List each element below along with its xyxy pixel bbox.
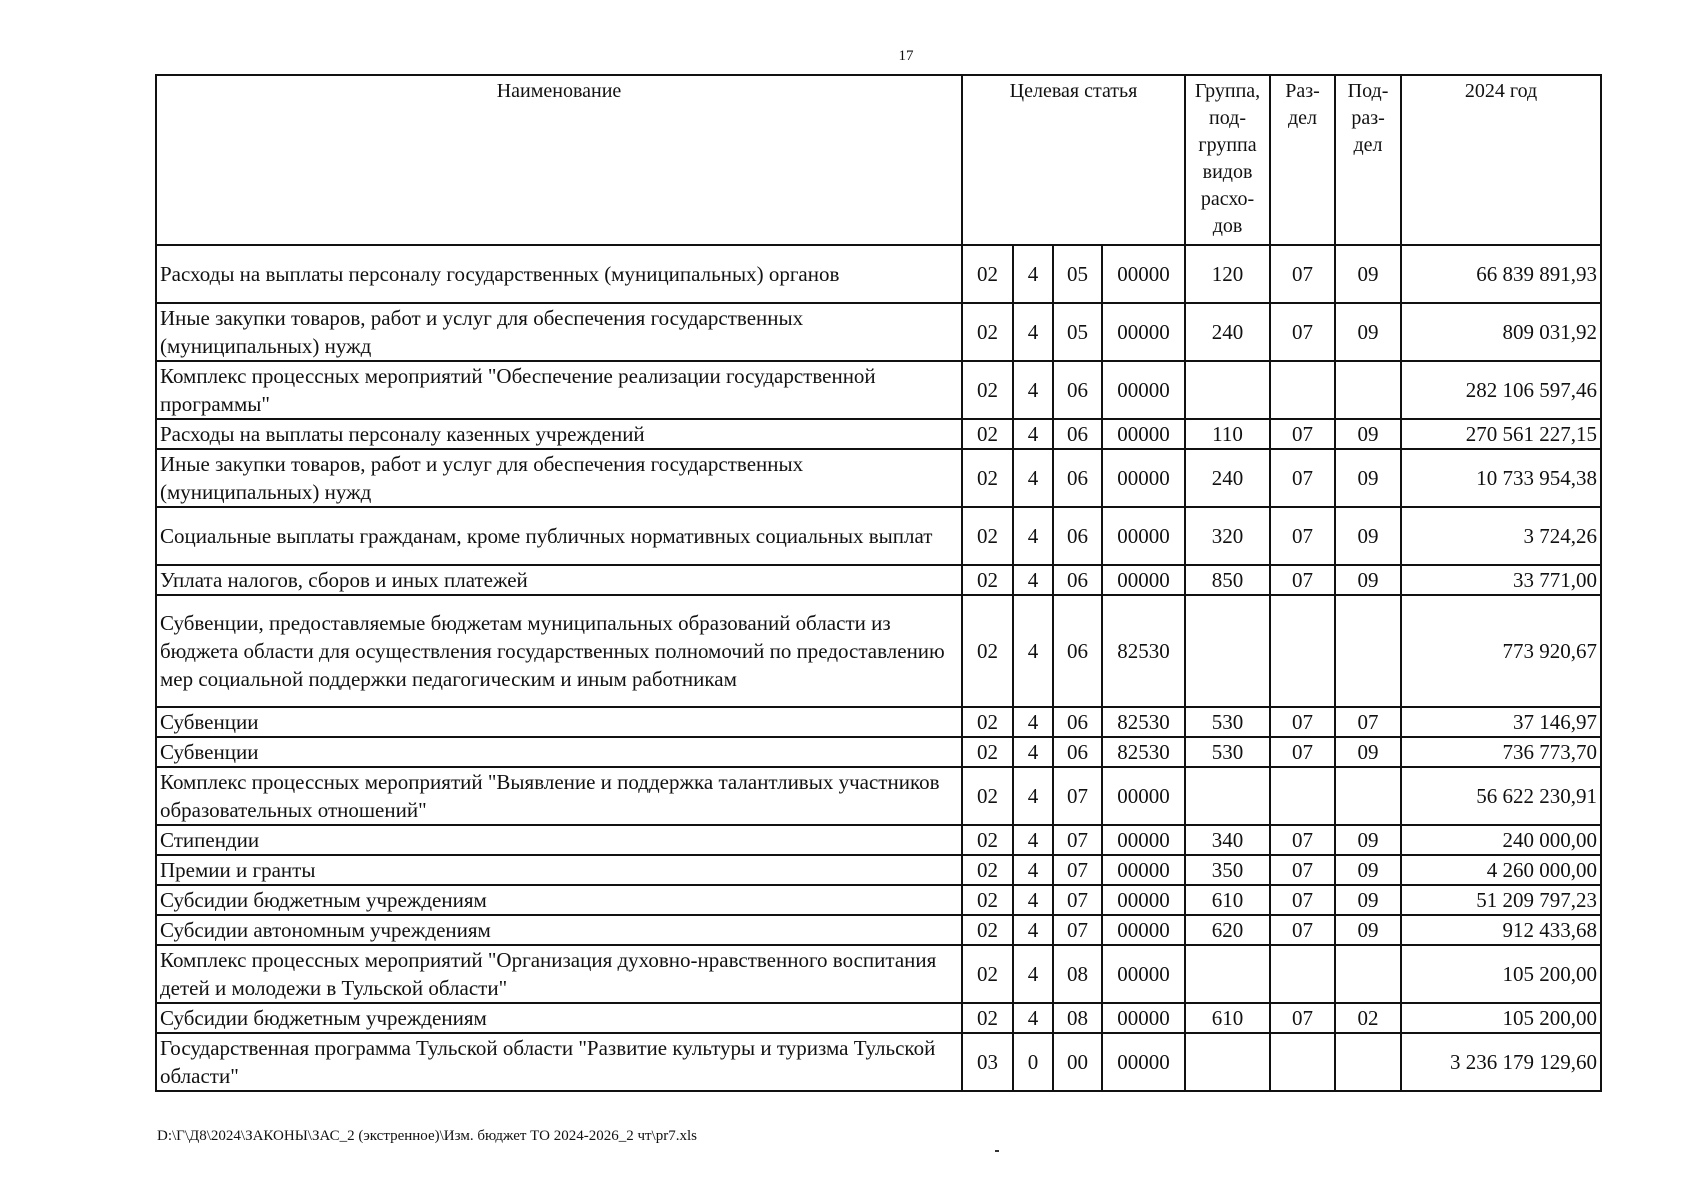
row-target-program: 02 xyxy=(962,707,1013,737)
table-row xyxy=(156,825,1601,855)
page-number: 17 xyxy=(898,48,914,64)
row-target-element: 07 xyxy=(1053,915,1102,945)
table-row xyxy=(156,303,1601,361)
row-name: Субсидии бюджетным учреждениям xyxy=(156,885,962,915)
row-section xyxy=(1270,1033,1335,1091)
row-name: Комплекс процессных мероприятий "Выявление и поддержка талантливых участников образовательных отношений" xyxy=(156,767,962,825)
row-target-element: 08 xyxy=(1053,945,1102,1003)
row-target-program: 02 xyxy=(962,245,1013,303)
row-target-program: 02 xyxy=(962,595,1013,707)
row-target-program: 02 xyxy=(962,885,1013,915)
row-expense-group: 110 xyxy=(1185,419,1270,449)
row-target-type: 4 xyxy=(1013,945,1053,1003)
row-name: Государственная программа Тульской области "Развитие культуры и туризма Тульской области" xyxy=(156,1033,962,1091)
row-target-program: 02 xyxy=(962,507,1013,565)
row-expense-group: 120 xyxy=(1185,245,1270,303)
row-amount: 736 773,70 xyxy=(1401,737,1601,767)
row-target-element: 06 xyxy=(1053,507,1102,565)
table-row xyxy=(156,737,1601,767)
table-row xyxy=(156,449,1601,507)
table-row xyxy=(156,595,1601,707)
row-amount: 56 622 230,91 xyxy=(1401,767,1601,825)
row-expense-group: 240 xyxy=(1185,449,1270,507)
row-subsection: 09 xyxy=(1335,419,1401,449)
header-expense-group: Группа, под-группа видов расхо-дов xyxy=(1185,75,1270,245)
header-subsection: Под-раз-дел xyxy=(1335,75,1401,245)
header-name: Наименование xyxy=(156,75,962,245)
row-expense-group xyxy=(1185,361,1270,419)
row-amount: 4 260 000,00 xyxy=(1401,855,1601,885)
row-amount: 240 000,00 xyxy=(1401,825,1601,855)
table-row xyxy=(156,419,1601,449)
row-target-program: 02 xyxy=(962,915,1013,945)
row-target-program: 02 xyxy=(962,361,1013,419)
row-target-element: 06 xyxy=(1053,449,1102,507)
row-section: 07 xyxy=(1270,245,1335,303)
row-expense-group xyxy=(1185,767,1270,825)
table-row xyxy=(156,945,1601,1003)
row-name: Комплекс процессных мероприятий "Организация духовно-нравственного воспитания детей и молодежи в Тульской области" xyxy=(156,945,962,1003)
row-target-direction: 00000 xyxy=(1102,245,1185,303)
row-section: 07 xyxy=(1270,507,1335,565)
row-target-element: 06 xyxy=(1053,419,1102,449)
row-expense-group xyxy=(1185,945,1270,1003)
table-header-row xyxy=(156,75,1601,245)
table-row xyxy=(156,1003,1601,1033)
row-target-direction: 00000 xyxy=(1102,565,1185,595)
row-subsection xyxy=(1335,1033,1401,1091)
table-row xyxy=(156,767,1601,825)
table-row xyxy=(156,565,1601,595)
table-row xyxy=(156,361,1601,419)
row-section xyxy=(1270,945,1335,1003)
row-target-type: 4 xyxy=(1013,915,1053,945)
table-row xyxy=(156,245,1601,303)
row-target-element: 06 xyxy=(1053,565,1102,595)
row-subsection: 09 xyxy=(1335,855,1401,885)
row-target-program: 02 xyxy=(962,767,1013,825)
row-target-direction: 00000 xyxy=(1102,361,1185,419)
row-target-element: 05 xyxy=(1053,303,1102,361)
row-name: Субвенции xyxy=(156,737,962,767)
row-name: Субсидии автономным учреждениям xyxy=(156,915,962,945)
row-target-type: 4 xyxy=(1013,1003,1053,1033)
row-amount: 66 839 891,93 xyxy=(1401,245,1601,303)
row-subsection xyxy=(1335,767,1401,825)
row-amount: 809 031,92 xyxy=(1401,303,1601,361)
row-target-direction: 00000 xyxy=(1102,507,1185,565)
row-target-type: 4 xyxy=(1013,303,1053,361)
row-name: Иные закупки товаров, работ и услуг для обеспечения государственных (муниципальных) нужд xyxy=(156,303,962,361)
row-target-direction: 00000 xyxy=(1102,1033,1185,1091)
row-name: Расходы на выплаты персоналу государственных (муниципальных) органов xyxy=(156,245,962,303)
row-section: 07 xyxy=(1270,885,1335,915)
row-target-type: 4 xyxy=(1013,565,1053,595)
row-amount: 773 920,67 xyxy=(1401,595,1601,707)
table-row xyxy=(156,885,1601,915)
row-name: Субсидии бюджетным учреждениям xyxy=(156,1003,962,1033)
row-target-type: 4 xyxy=(1013,737,1053,767)
row-target-type: 4 xyxy=(1013,449,1053,507)
budget-table xyxy=(155,74,1602,1092)
row-target-direction: 00000 xyxy=(1102,449,1185,507)
row-target-direction: 00000 xyxy=(1102,945,1185,1003)
row-target-direction: 00000 xyxy=(1102,303,1185,361)
row-amount: 37 146,97 xyxy=(1401,707,1601,737)
row-target-program: 02 xyxy=(962,945,1013,1003)
row-section: 07 xyxy=(1270,737,1335,767)
header-year: 2024 год xyxy=(1401,75,1601,245)
row-target-direction: 82530 xyxy=(1102,737,1185,767)
row-section: 07 xyxy=(1270,707,1335,737)
row-expense-group: 350 xyxy=(1185,855,1270,885)
row-target-type: 0 xyxy=(1013,1033,1053,1091)
row-subsection xyxy=(1335,361,1401,419)
row-expense-group: 610 xyxy=(1185,1003,1270,1033)
row-expense-group: 620 xyxy=(1185,915,1270,945)
row-expense-group xyxy=(1185,595,1270,707)
row-subsection: 09 xyxy=(1335,565,1401,595)
row-target-program: 02 xyxy=(962,825,1013,855)
row-subsection: 02 xyxy=(1335,1003,1401,1033)
row-target-element: 06 xyxy=(1053,737,1102,767)
row-subsection: 09 xyxy=(1335,825,1401,855)
row-target-type: 4 xyxy=(1013,507,1053,565)
row-target-program: 02 xyxy=(962,855,1013,885)
row-expense-group: 850 xyxy=(1185,565,1270,595)
row-target-program: 03 xyxy=(962,1033,1013,1091)
row-target-type: 4 xyxy=(1013,825,1053,855)
row-target-direction: 82530 xyxy=(1102,595,1185,707)
row-target-type: 4 xyxy=(1013,419,1053,449)
row-name: Комплекс процессных мероприятий "Обеспечение реализации государственной программы" xyxy=(156,361,962,419)
row-expense-group: 530 xyxy=(1185,707,1270,737)
row-target-direction: 00000 xyxy=(1102,855,1185,885)
row-section: 07 xyxy=(1270,915,1335,945)
row-target-program: 02 xyxy=(962,303,1013,361)
row-subsection: 09 xyxy=(1335,507,1401,565)
row-name: Социальные выплаты гражданам, кроме публичных нормативных социальных выплат xyxy=(156,507,962,565)
row-subsection: 09 xyxy=(1335,885,1401,915)
header-target-article: Целевая статья xyxy=(962,75,1185,245)
row-amount: 51 209 797,23 xyxy=(1401,885,1601,915)
row-target-direction: 00000 xyxy=(1102,885,1185,915)
row-target-element: 07 xyxy=(1053,767,1102,825)
row-target-program: 02 xyxy=(962,1003,1013,1033)
scan-mark xyxy=(995,1150,999,1152)
table-row xyxy=(156,915,1601,945)
row-amount: 282 106 597,46 xyxy=(1401,361,1601,419)
row-name: Иные закупки товаров, работ и услуг для обеспечения государственных (муниципальных) нужд xyxy=(156,449,962,507)
row-section: 07 xyxy=(1270,565,1335,595)
row-target-type: 4 xyxy=(1013,855,1053,885)
row-target-element: 05 xyxy=(1053,245,1102,303)
row-amount: 270 561 227,15 xyxy=(1401,419,1601,449)
row-target-program: 02 xyxy=(962,565,1013,595)
row-target-element: 00 xyxy=(1053,1033,1102,1091)
row-target-type: 4 xyxy=(1013,245,1053,303)
row-name: Премии и гранты xyxy=(156,855,962,885)
row-target-direction: 00000 xyxy=(1102,1003,1185,1033)
row-amount: 912 433,68 xyxy=(1401,915,1601,945)
row-target-direction: 00000 xyxy=(1102,825,1185,855)
row-section: 07 xyxy=(1270,303,1335,361)
row-subsection: 09 xyxy=(1335,737,1401,767)
row-amount: 3 724,26 xyxy=(1401,507,1601,565)
row-target-element: 08 xyxy=(1053,1003,1102,1033)
row-target-element: 07 xyxy=(1053,825,1102,855)
row-target-type: 4 xyxy=(1013,707,1053,737)
row-name: Субвенции, предоставляемые бюджетам муниципальных образований области из бюджета области для осуществления государственных полномочий по предоставлению мер социальной поддержки педагогическим и иным работникам xyxy=(156,595,962,707)
row-target-type: 4 xyxy=(1013,767,1053,825)
row-name: Уплата налогов, сборов и иных платежей xyxy=(156,565,962,595)
header-section: Раз-дел xyxy=(1270,75,1335,245)
table-row xyxy=(156,507,1601,565)
row-subsection: 09 xyxy=(1335,245,1401,303)
table-row xyxy=(156,855,1601,885)
file-path: D:\Г\Д8\2024\ЗАКОНЫ\ЗАС_2 (экстренное)\Изм. бюджет ТО 2024-2026_2 чт\pr7.xls xyxy=(157,1128,697,1144)
row-subsection: 07 xyxy=(1335,707,1401,737)
row-target-element: 06 xyxy=(1053,707,1102,737)
row-subsection: 09 xyxy=(1335,303,1401,361)
row-section: 07 xyxy=(1270,449,1335,507)
row-expense-group: 320 xyxy=(1185,507,1270,565)
row-name: Стипендии xyxy=(156,825,962,855)
row-expense-group xyxy=(1185,1033,1270,1091)
row-target-type: 4 xyxy=(1013,595,1053,707)
row-subsection: 09 xyxy=(1335,915,1401,945)
row-amount: 10 733 954,38 xyxy=(1401,449,1601,507)
row-target-element: 06 xyxy=(1053,595,1102,707)
row-subsection xyxy=(1335,595,1401,707)
row-section xyxy=(1270,361,1335,419)
row-amount: 3 236 179 129,60 xyxy=(1401,1033,1601,1091)
row-target-type: 4 xyxy=(1013,885,1053,915)
row-target-direction: 00000 xyxy=(1102,915,1185,945)
row-name: Расходы на выплаты персоналу казенных учреждений xyxy=(156,419,962,449)
row-expense-group: 610 xyxy=(1185,885,1270,915)
row-target-direction: 00000 xyxy=(1102,767,1185,825)
row-section: 07 xyxy=(1270,855,1335,885)
row-amount: 33 771,00 xyxy=(1401,565,1601,595)
row-subsection: 09 xyxy=(1335,449,1401,507)
row-target-program: 02 xyxy=(962,419,1013,449)
row-section: 07 xyxy=(1270,1003,1335,1033)
row-section xyxy=(1270,595,1335,707)
row-section: 07 xyxy=(1270,419,1335,449)
table-row xyxy=(156,1033,1601,1091)
table-row xyxy=(156,707,1601,737)
row-target-element: 07 xyxy=(1053,855,1102,885)
row-target-program: 02 xyxy=(962,449,1013,507)
row-amount: 105 200,00 xyxy=(1401,1003,1601,1033)
row-expense-group: 530 xyxy=(1185,737,1270,767)
row-name: Субвенции xyxy=(156,707,962,737)
row-target-direction: 00000 xyxy=(1102,419,1185,449)
row-target-program: 02 xyxy=(962,737,1013,767)
row-amount: 105 200,00 xyxy=(1401,945,1601,1003)
row-section xyxy=(1270,767,1335,825)
row-expense-group: 240 xyxy=(1185,303,1270,361)
row-target-element: 06 xyxy=(1053,361,1102,419)
row-section: 07 xyxy=(1270,825,1335,855)
row-target-direction: 82530 xyxy=(1102,707,1185,737)
row-target-element: 07 xyxy=(1053,885,1102,915)
row-target-type: 4 xyxy=(1013,361,1053,419)
row-subsection xyxy=(1335,945,1401,1003)
row-expense-group: 340 xyxy=(1185,825,1270,855)
